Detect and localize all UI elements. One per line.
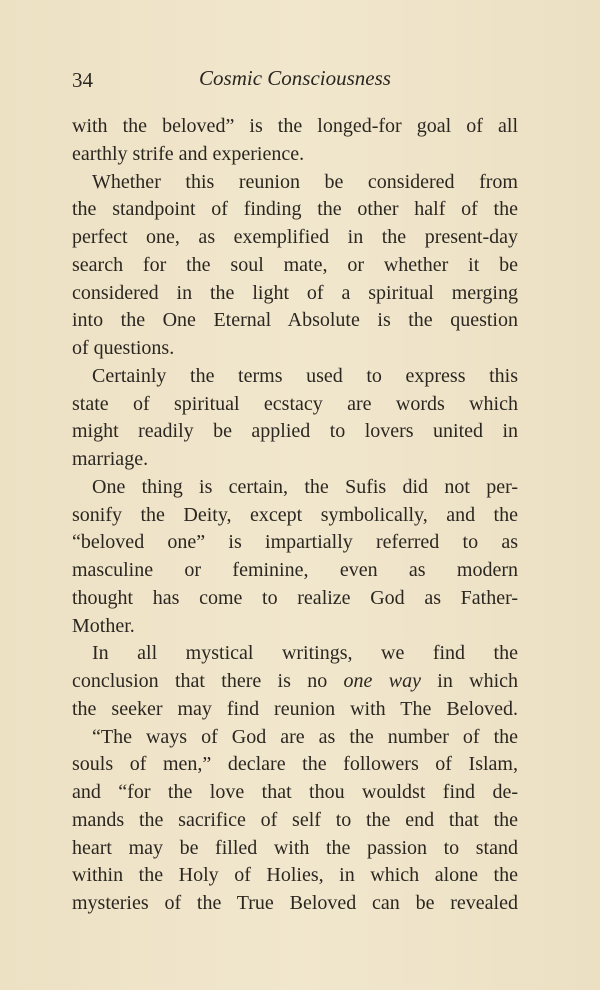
- text-line: [72, 668, 518, 696]
- running-title: Cosmic Consciousness: [199, 66, 391, 90]
- text-line: sonify the Deity, except symbolically, and the: [72, 503, 518, 526]
- text-line: into the One Eternal Absolute is the question: [72, 309, 518, 332]
- text-line: heart may be filled with the passion to stand: [72, 836, 518, 859]
- text-line: of questions.: [72, 337, 175, 359]
- text-line: One thing is certain, the Sufis did not per-: [92, 475, 518, 498]
- text-line: the seeker may find reunion with The Beloved.: [72, 697, 518, 720]
- text-line: In all mystical writings, we find the: [92, 642, 518, 665]
- text-line: Certainly the terms used to express this: [92, 364, 518, 387]
- text-line: the standpoint of finding the other half of the: [72, 198, 518, 221]
- body-text: [72, 113, 518, 918]
- text-line: mysteries of the True Beloved can be revealed: [72, 892, 518, 914]
- text-line: and “for the love that thou wouldst find de-: [72, 781, 518, 803]
- text-line: “The ways of God are as the number of the: [92, 725, 518, 748]
- text-line: search for the soul mate, or whether it be: [72, 253, 518, 276]
- italic-emphasis: one way: [343, 670, 421, 692]
- text-line: Whether this reunion be considered from: [92, 170, 518, 193]
- text-line: might readily be applied to lovers united in: [72, 420, 518, 443]
- text-line: with the beloved” is the longed-for goal of all: [72, 115, 518, 137]
- text-line: mands the sacrifice of self to the end that the: [72, 808, 518, 831]
- text-line: state of spiritual ecstacy are words which: [72, 392, 518, 415]
- text-line: souls of men,” declare the followers of Islam,: [72, 753, 518, 776]
- text-segment: in which: [420, 670, 519, 692]
- text-line: marriage.: [72, 448, 149, 470]
- text-line: thought has come to realize God as Father-: [72, 586, 518, 609]
- page-number: 34: [72, 68, 93, 92]
- text-segment: conclusion that there is no: [72, 670, 344, 692]
- text-line: earthly strife and experience.: [72, 142, 305, 165]
- text-line: within the Holy of Holies, in which alone the: [72, 864, 518, 887]
- text-line: masculine or feminine, even as modern: [72, 559, 518, 581]
- text-line: “beloved one” is impartially referred to as: [72, 531, 518, 554]
- text-line: considered in the light of a spiritual merging: [72, 281, 518, 304]
- text-line: Mother.: [72, 614, 135, 637]
- text-line: perfect one, as exemplified in the present-day: [72, 226, 518, 248]
